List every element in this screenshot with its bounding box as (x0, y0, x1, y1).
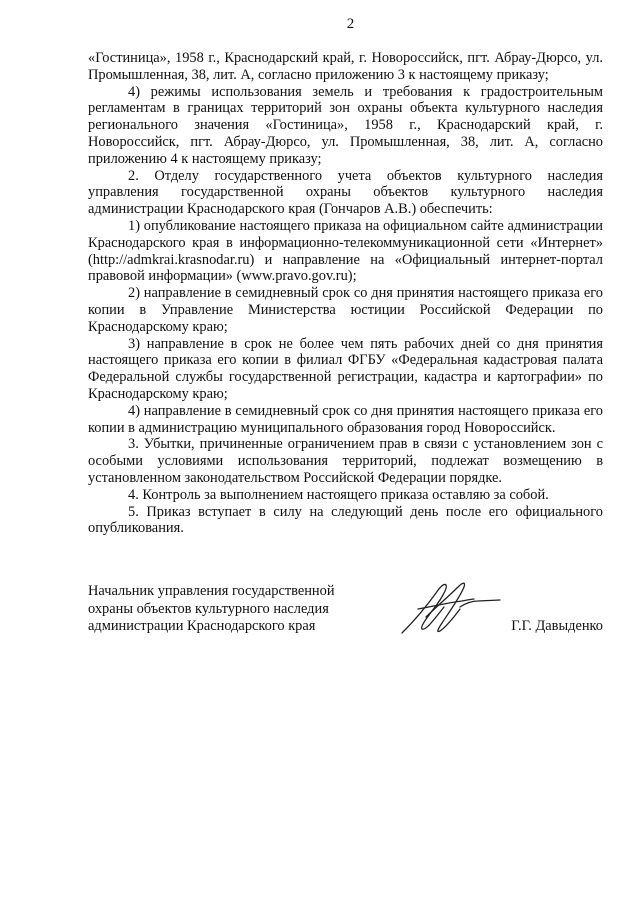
signatory-position-line: Начальник управления государственной (88, 583, 335, 599)
signature-block (88, 583, 603, 653)
paragraph: 4) направление в семидневный срок со дня принятия настоящего приказа его копии в администрацию муниципального образования город Новороссийск. (88, 402, 603, 436)
paragraph: 4) режимы использования земель и требования к градостроительным регламентам в границах территорий зон охраны объекта культурного наследия регионального значения «Гостиница», 1958 г., Краснодарский край, г. Новороссийск, пгт. Абрау-Дюрсо, ул. Промышленная, 38, лит. А, согласно приложению 4 к настоящему приказу; (88, 83, 603, 167)
paragraph: 4. Контроль за выполнением настоящего приказа оставляю за собой. (128, 486, 549, 503)
signatory-position-line: охраны объектов культурного наследия (88, 600, 329, 617)
signatory-position-line: администрации Краснодарского края (88, 618, 316, 634)
paragraph: 3) направление в срок не более чем пять рабочих дней со дня принятия настоящего приказа его копии в филиал ФГБУ «Федеральная кадастровая палата Федеральной службы государственной регистрации, кадастра и картографии» по Краснодарскому краю; (88, 335, 603, 402)
paragraph: «Гостиница», 1958 г., Краснодарский край, г. Новороссийск, пгт. Абрау-Дюрсо, ул. Промышленная, 38, лит. А, согласно приложению 3 к настоящему приказу; (88, 50, 603, 83)
page-number: 2 (346, 16, 355, 32)
paragraph: 1) опубликование настоящего приказа на официальном сайте администрации Краснодарского края в информационно-телекоммуникационной сети «Интернет» (http://admkrai.krasnodar.ru) и направление на «Официальный интернет-портал правовой информации» (www.pravo.gov.ru); (88, 217, 603, 285)
paragraph: 2. Отделу государственного учета объектов культурного наследия управления государственной охраны объектов культурного наследия администрации Краснодарского края (Гончаров А.В.) обеспечить: (88, 167, 603, 218)
handwritten-signature-icon (396, 577, 506, 639)
paragraph: 5. Приказ вступает в силу на следующий день после его официального опубликования. (88, 503, 603, 537)
signatory-position (88, 583, 378, 636)
paragraph: 2) направление в семидневный срок со дня принятия настоящего приказа его копии в Управление Министерства юстиции Российской Федерации по Краснодарскому краю; (88, 285, 603, 335)
document-body (88, 50, 603, 537)
signatory-name: Г.Г. Давыденко (511, 618, 603, 634)
paragraph: 3. Убытки, причиненные ограничением прав в связи с установлением зон с особыми условиями использования территорий, подлежат возмещению в установленном законодательством Российской Федерации порядке. (88, 436, 603, 486)
